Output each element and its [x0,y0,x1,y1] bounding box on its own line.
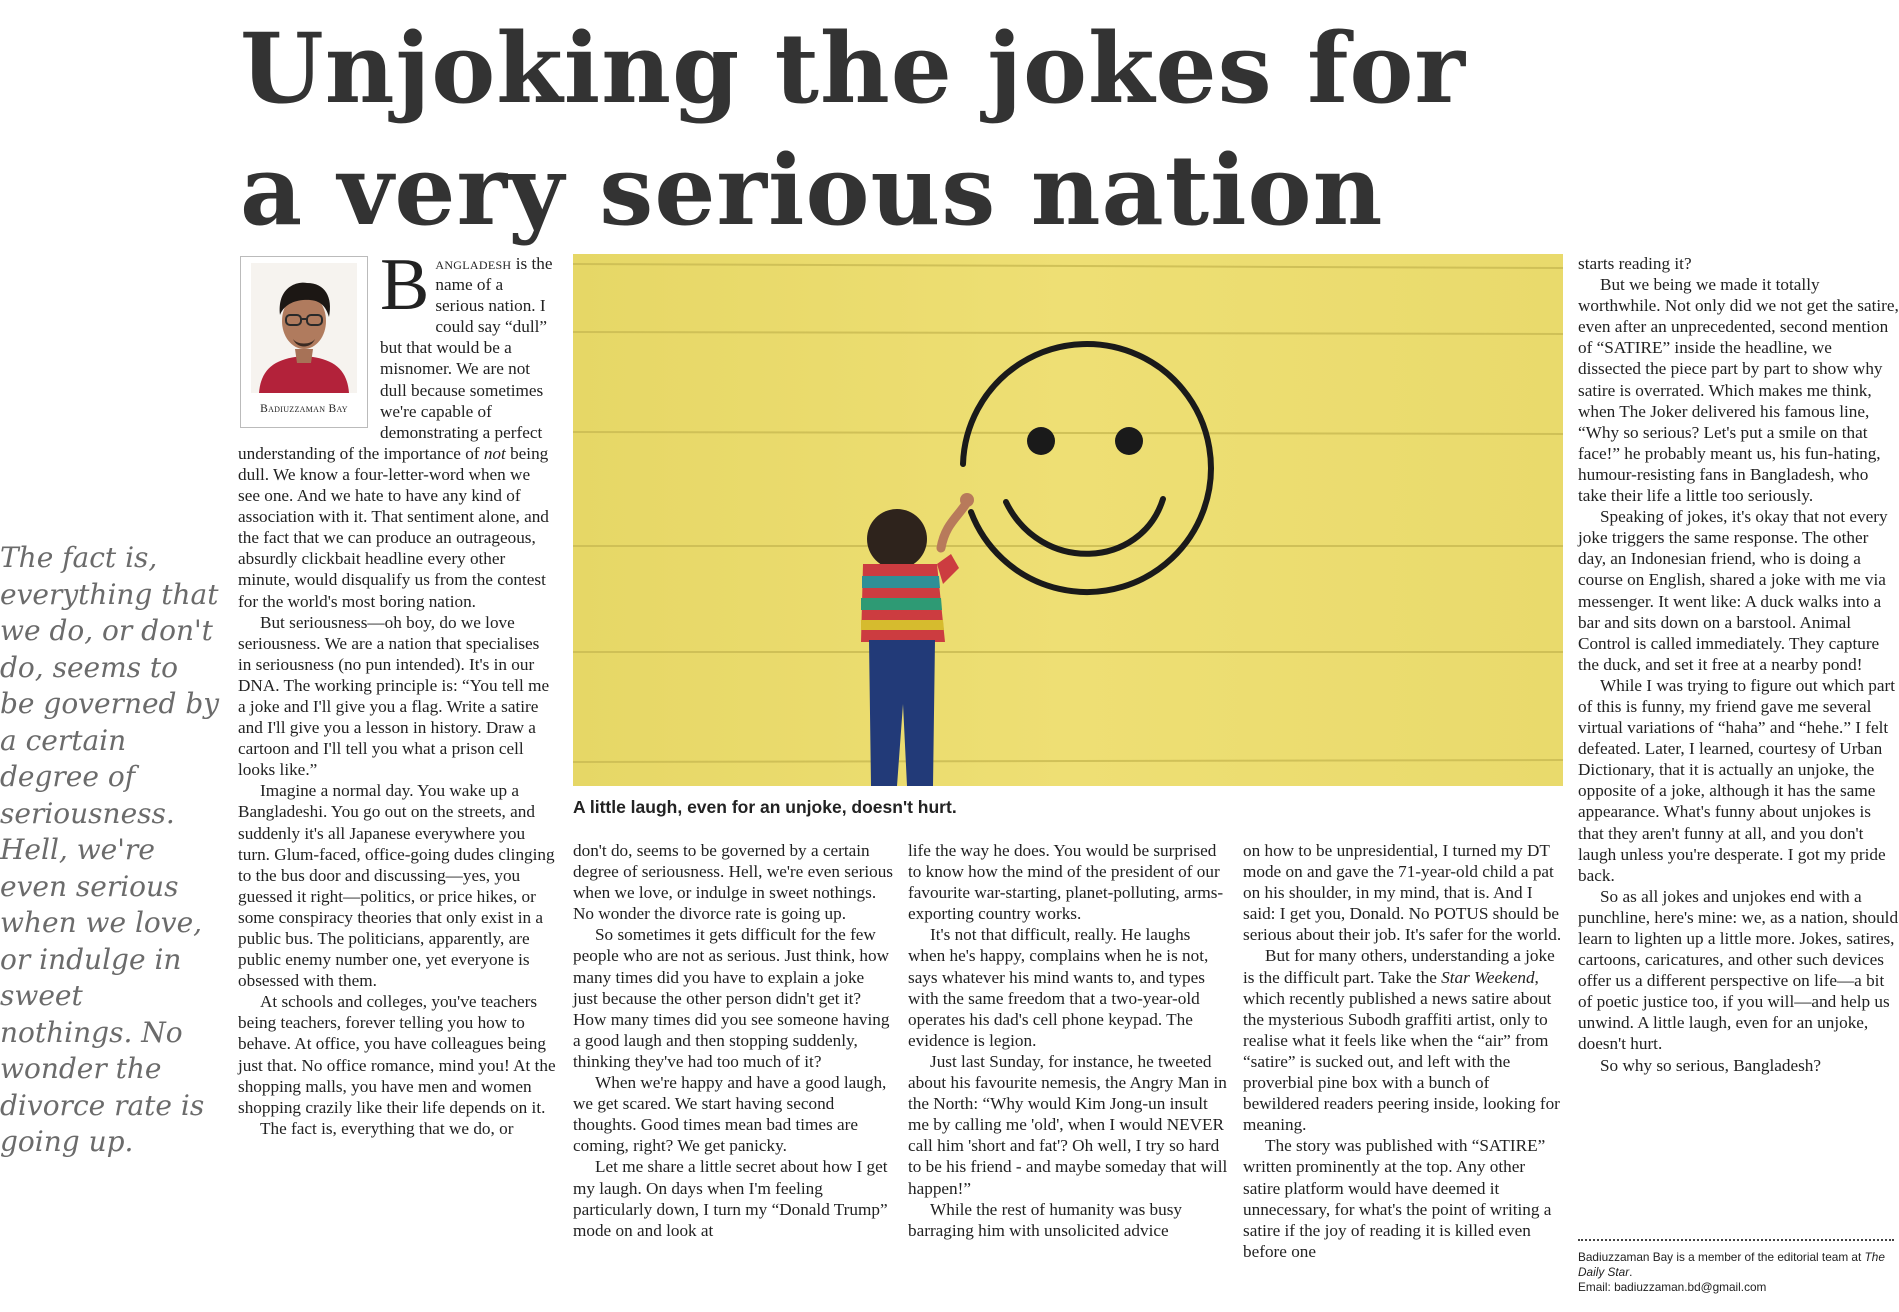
bio-text: . [1629,1265,1633,1280]
email-label: Email: [1578,1280,1615,1295]
bio-divider [1578,1239,1894,1241]
paragraph-text: being dull. We know a four-letter-word when we see one. And we hate to have any kind of association with it. That sentiment alone, and the fact that we can produce an outrageous, absurdly clickbait headline every other minute, would disqualify us from the contest for the world's most boring nation. [238,443,549,611]
article-column-2 [573,840,893,1241]
author-email[interactable]: badiuzzaman.bd@gmail.com [1614,1280,1767,1295]
paragraph-continued: starts reading it? [1578,254,1692,273]
paragraph-text: is the name of a serious nation. I could say “dull” but that would be a misnomer. We are not dull because sometimes we're capable of demonstrating a perfect understanding of the importance of [238,254,553,463]
smiley-wall-photo [573,254,1563,786]
article-column-4 [1243,840,1565,1262]
drop-cap: B [380,244,430,326]
lead-word: angladesh [435,254,512,273]
photo-caption: A little laugh, even for an unjoke, doesn't hurt. [573,797,957,817]
bio-text: Badiuzzaman Bay is a member of the editorial team at [1578,1250,1865,1264]
paragraph: Let me share a little secret about how I get my laugh. On days when I'm feeling particularly down, I turn my “Donald Trump” mode on and look at [573,1157,888,1240]
paragraph: But seriousness—oh boy, do we love seriousness. We are a nation that specialises in seriousness (no pun intended). It's in our DNA. The working principle is: “You tell me a joke and I'll give you a flag. Write a satire and I'll give you a lesson in history. Draw a cartoon and I'll tell you what a prison cell looks like.” [238,612,550,780]
article-column-5 [1578,253,1899,1076]
paragraph-continued: don't do, seems to be governed by a certain degree of seriousness. Hell, we're even serious when we love, or indulge in sweet nothings. No wonder the divorce rate is going up. [573,841,893,924]
emphasis: not [483,443,506,463]
headline: Unjoking the jokes for a very serious nation [240,12,1466,247]
paragraph: So why so serious, Bangladesh? [1600,1055,1822,1075]
publication-name: The Daily Star [1578,1250,1885,1280]
paragraph: The story was published with “SATIRE” written prominently at the top. Any other satire platform would have deemed it unnecessary, for what's the point of writing a satire if the joy of reading it is killed even before one [1243,1136,1552,1261]
paragraph: So sometimes it gets difficult for the few people who are not as serious. Just think, how many times did you have to explain a joke just because the other person didn't get it? How many times did you see someone having a good laugh and then stopping suddenly, thinking they've had too much of it? [573,925,890,1071]
article-column-3 [908,840,1230,1241]
paragraph: So as all jokes and unjokes end with a punchline, here's mine: we, as a nation, should learn to lighten up a little more. Jokes, satires, cartoons, caricatures, and other such devices offer us a different perspective on life—a bit of poetic justice too, if you will—and help us unwind. A little laugh, even for an unjoke, doesn't hurt. [1578,886,1899,1054]
author-photo [251,263,357,393]
paragraph: The fact is, everything that we do, or [260,1118,514,1138]
paragraph: At schools and colleges, you've teachers being teachers, forever telling you how to behave. At office, you have colleagues being just that. No office romance, mind you! At the shopping malls, you have men and women shopping crazily like their life depends on it. [238,992,556,1117]
paragraph: Speaking of jokes, it's okay that not every joke triggers the same response. The other day, an Indonesian friend, who is doing a course on English, shared a joke with me via messenger. It went like: A duck walks into a bar and sits down on a barstool. Animal Control is called immediately. They capture the duck, and set it free at a nearby pond! [1578,507,1888,674]
paragraph: Just last Sunday, for instance, he tweeted about his favourite nemesis, the Angry Man in the North: “Why would Kim Jong-un insult me by calling me 'old', when I would NEVER call him 'short and fat'? Oh well, I try so hard to be his friend - and maybe someday that will happen!” [908,1051,1228,1198]
paragraph: But we being we made it totally worthwhile. Not only did we not get the satire, even after an unprecedented, second mention of “SATIRE” inside the headline, we dissected the piece part by part to show why satire is overrated. Which makes me think, when The Joker delivered his famous line, “Why so serious? Let's put a smile on that face!” he probably meant us, his fun-hating, humour-resisting fans in Bangladesh, who take their life a little too seriously. [1578,275,1899,506]
article-column-1 [238,244,556,1139]
pull-quote: The fact is, everything that we do, or don't do, seems to be governed by a certain degree of seriousness. Hell, we're even serious when we love, or indulge in sweet nothings. No wonder the divorce rate is going up. [0,541,220,1158]
author-box [240,256,368,428]
paragraph: While I was trying to figure out which part of this is funny, my friend gave me several virtual variations of “haha” and “hehe.” I felt defeated. Later, I learned, courtesy of Urban Dictionary, that it is actually an unjoke, the opposite of a joke, although it has the same appearance. What's funny about unjokes is that they aren't funny at all, and you don't laugh unless you're desperate. I got my pride back. [1578,675,1895,885]
paragraph: It's not that difficult, really. He laughs when he's happy, complains when he is not, says whatever his mind wants to, and types with the same freedom that a two-year-old operates his dad's cell phone keypad. The evidence is legion. [908,925,1209,1050]
emphasis: Star Weekend [1441,967,1535,987]
paragraph: When we're happy and have a good laugh, we get scared. We start having second thoughts. Good times mean bad times are coming, right? We get panicky. [573,1073,887,1156]
paragraph-text: , which recently published a news satire about the mysterious Subodh graffiti artist, only to realise what it feels like when the “air” from “satire” is sucked out, and left with the proverbial pine box with a bunch of bewildered readers peering inside, looking for meaning. [1243,967,1560,1135]
author-name: Badiuzzaman Bay [260,403,348,415]
paragraph: Imagine a normal day. You wake up a Bangladeshi. You go out on the streets, and suddenly it's all Japanese everywhere you turn. Glum-faced, office-going dudes clinging to the bus door and discussing—yes, you guessed it right—politics, or price hikes, or some conspiracy theories that only exist in a public bus. The politicians, apparently, are public enemy number one, yet everyone is obsessed with them. [238,781,555,991]
author-bio [1578,1250,1896,1296]
paragraph-text: But for many others, understanding a joke is the difficult part. Take the [1243,946,1555,987]
paragraph: While the rest of humanity was busy barraging him with unsolicited advice [908,1199,1183,1240]
paragraph-continued: on how to be unpresidential, I turned my DT mode on and gave the 71-year-old child a pat on his shoulder, in my mind, that is. And I said: I get you, Donald. No POTUS should be serious about their job. It's safer for the world. [1243,841,1562,945]
paragraph [1243,945,1565,1135]
paragraph-continued: life the way he does. You would be surprised to know how the mind of the president of our favourite war-starting, planet-polluting, arms-exporting country works. [908,841,1224,924]
